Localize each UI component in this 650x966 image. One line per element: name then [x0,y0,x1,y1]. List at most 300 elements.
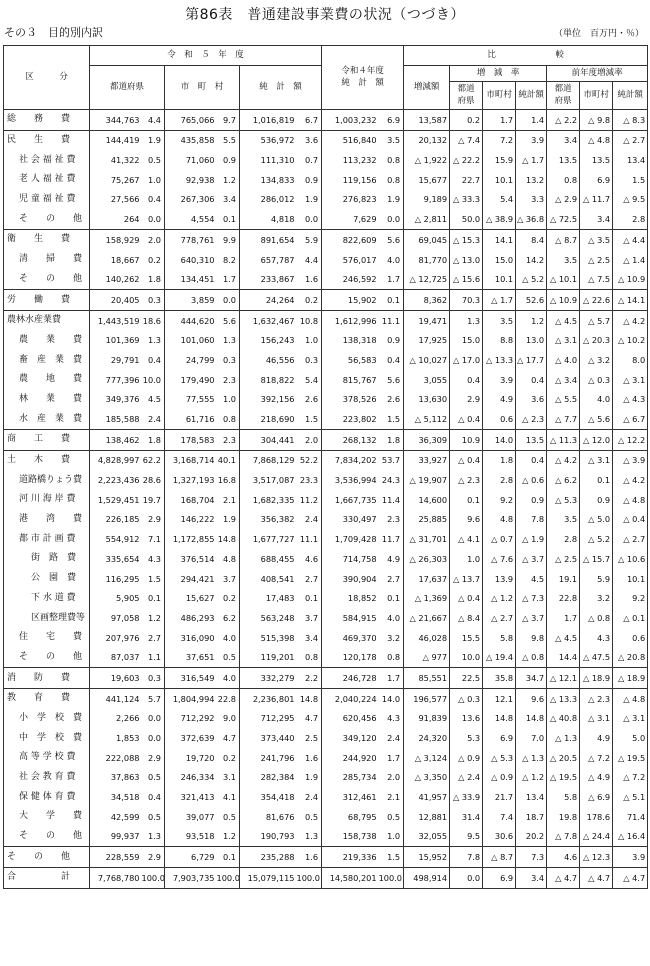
table-cell: 3.4 [305,632,319,643]
table-cell: 3.2 [387,632,401,643]
table-cell: 2.2 [297,668,322,689]
table-cell: 50.0 [450,209,483,229]
table-cell: 444,620 [165,310,217,330]
table-cell: 4.6 [547,847,580,868]
table-cell: 0.1 [305,593,319,604]
table-cell: △ 2.5 [547,549,580,569]
table-cell: 3.9 [516,130,547,150]
table-cell: 17,483 [240,589,297,609]
table-cell: 2,236,801 [240,688,297,708]
table-cell: 6,729 [165,847,217,868]
table-cell: 17,637 [404,569,450,589]
header-sub-net-prev: 純計額 [613,82,648,110]
row-label: 労 働 費 [4,290,90,311]
table-row [4,470,648,490]
table-cell: 75,267 [90,170,142,190]
table-cell: 0.0 [217,290,240,311]
table-cell: 134,451 [165,270,217,290]
table-cell: 1.9 [222,514,236,525]
table-cell: 0.4 [387,354,401,365]
table-cell: 1,682,335 [240,490,297,510]
table-cell: 46,556 [240,350,297,370]
table-cell: 12,881 [404,807,450,827]
table-row [4,250,648,270]
row-label: 教 育 費 [4,688,90,708]
table-cell: 13,630 [404,390,450,410]
table-cell: 3,168,714 [165,450,217,470]
table-cell: 1.2 [222,831,236,842]
table-cell: △ 4.8 [613,490,648,510]
table-cell: 19,471 [404,310,450,330]
table-cell: 2.1 [222,494,236,505]
table-cell: 4.0 [222,632,236,643]
table-cell: 1.3 [147,831,161,842]
table-cell: 2.1 [387,792,401,803]
table-cell: 3.6 [516,390,547,410]
table-cell: 29,791 [90,350,142,370]
table-cell: 56,583 [322,350,379,370]
table-cell: 36,309 [404,430,450,451]
header-zogen-gaku: 増減額 [404,66,450,110]
table-cell: 1.0 [147,174,161,185]
table-cell: 563,248 [240,608,297,628]
table-cell: 144,419 [90,130,142,150]
table-cell: 4.0 [217,668,240,689]
table-cell: △ 0.4 [450,409,483,429]
table-cell: 2.9 [147,752,161,763]
table-cell: 1.3 [305,831,319,842]
table-cell: △ 3,350 [404,768,450,788]
table-cell: 0.4 [147,792,161,803]
table-cell: △ 0.4 [613,510,648,530]
table-cell: 100.0 [379,868,404,889]
table-cell: 0.8 [305,652,319,663]
table-cell: 1.1 [147,652,161,663]
table-cell: △ 20.3 [580,331,613,351]
table-cell: 219,336 [322,847,379,868]
table-cell: △ 2.7 [483,608,516,628]
table-cell: 1.5 [613,170,648,190]
table-cell: 18,667 [90,250,142,270]
table-cell: △ 14.1 [613,290,648,311]
table-cell: 3,536,994 [322,470,379,490]
table-cell: 4.7 [305,713,319,724]
table-cell: △ 1,922 [404,150,450,170]
table-cell: △ 9.8 [580,110,613,131]
table-cell: 1.6 [305,274,319,285]
table-cell: 9.6 [516,688,547,708]
header-sub-net: 純計額 [516,82,547,110]
table-cell: 2.6 [305,394,319,405]
row-label: 道路橋りょう費 [4,470,90,490]
header-pref: 都道府県 [90,66,165,110]
table-cell: 1.9 [305,194,319,205]
table-cell: 241,796 [240,748,297,768]
table-cell: △ 0.9 [483,768,516,788]
table-cell: 100.0 [297,868,322,889]
table-cell: 207,976 [90,628,142,648]
row-label: 港 湾 費 [4,510,90,530]
table-cell: 2.3 [387,514,401,525]
table-cell: 7.1 [147,534,161,545]
table-cell: 18.7 [516,807,547,827]
table-cell: 5.7 [142,688,165,708]
table-cell: △ 12.0 [580,430,613,451]
table-cell: 435,858 [165,130,217,150]
row-label: 街 路 費 [4,549,90,569]
table-cell: 100.0 [217,868,240,889]
table-cell: 5.8 [547,787,580,807]
table-row [4,628,648,648]
table-cell: △ 10.9 [547,290,580,311]
row-label: 保 健 体 育 費 [4,787,90,807]
table-cell: 14.8 [297,688,322,708]
table-cell: 14.0 [379,688,404,708]
table-cell: 0.3 [142,668,165,689]
table-cell: 0.2 [147,254,161,265]
table-cell: 1.2 [516,310,547,330]
table-cell: △ 12.1 [547,668,580,689]
table-cell: 3.4 [547,130,580,150]
table-cell: 0.9 [516,490,547,510]
table-cell: 23.3 [299,475,319,486]
table-cell: 0.1 [379,290,404,311]
table-row [4,608,648,628]
table-cell: 97,058 [90,608,142,628]
table-cell: △ 19.5 [613,748,648,768]
table-cell: 1,016,819 [240,110,297,131]
table-subtitle: その３ 目的別内訳 [4,26,103,39]
table-cell: 0.5 [147,811,161,822]
table-cell: 0.2 [222,593,236,604]
table-row [4,110,648,131]
table-cell: 4.9 [580,728,613,748]
table-cell: 15.0 [450,331,483,351]
table-cell: 1.5 [379,847,404,868]
table-cell: △ 1,369 [404,589,450,609]
table-cell: 1.8 [142,430,165,451]
table-cell: △ 1.2 [483,589,516,609]
table-cell: △ 1.7 [483,290,516,311]
table-cell: 233,867 [240,270,297,290]
table-cell: 179,490 [165,370,217,390]
table-cell: 8.0 [613,350,648,370]
table-cell: 20.2 [516,827,547,847]
table-cell: 4.0 [387,612,401,623]
table-cell: △ 6.9 [580,787,613,807]
table-cell: △ 11.3 [547,430,580,451]
table-cell: 158,738 [322,827,379,847]
table-cell: 5.9 [297,230,322,250]
table-cell: 344,763 [90,110,142,131]
table-cell: 10.9 [450,430,483,451]
table-cell: △ 3.7 [516,608,547,628]
table-cell: 146,222 [165,510,217,530]
table-cell: △ 2.3 [516,409,547,429]
table-cell: 3.2 [580,589,613,609]
row-label: 水 産 業 費 [4,409,90,429]
table-cell: △ 977 [404,648,450,668]
table-cell: △ 3.1 [613,709,648,729]
table-cell: 712,292 [165,709,217,729]
table-cell: △ 20.5 [547,748,580,768]
table-cell: 0.0 [450,868,483,889]
table-cell: 4.9 [387,553,401,564]
table-cell: 0.0 [147,733,161,744]
table-cell: △ 5.6 [580,409,613,429]
table-cell: △ 7.2 [580,748,613,768]
table-row [4,190,648,210]
row-label: 区画整理費等 [4,608,90,628]
table-cell: 14.2 [516,250,547,270]
table-cell: 3.9 [483,370,516,390]
table-cell: 3.1 [222,772,236,783]
table-cell: 6.9 [483,868,516,889]
row-label: 高 等 学 校 費 [4,748,90,768]
table-cell: 688,455 [240,549,297,569]
table-cell: △ 7.7 [547,409,580,429]
table-cell: △ 7.5 [580,270,613,290]
table-cell: △ 3.1 [547,331,580,351]
table-cell: 330,497 [322,510,379,530]
table-cell: 0.3 [142,290,165,311]
table-cell: 62.2 [142,450,165,470]
header-kubun: 区 分 [4,46,90,110]
table-cell: 9.2 [483,490,516,510]
table-cell: 0.7 [305,155,319,166]
table-cell: 1,804,994 [165,688,217,708]
table-cell: 15,079,115 [240,868,297,889]
table-cell: 20,132 [404,130,450,150]
table-cell: 7.2 [483,130,516,150]
table-cell: 70.3 [450,290,483,311]
table-cell: △ 5.7 [580,310,613,330]
table-cell: △ 1.3 [516,748,547,768]
row-label: そ の 他 [4,648,90,668]
table-cell: 11.1 [379,310,404,330]
table-cell: 111,310 [240,150,297,170]
table-cell: 9.5 [450,827,483,847]
table-cell: 24,320 [404,728,450,748]
table-cell: 20,405 [90,290,142,311]
table-cell: 2.8 [483,470,516,490]
table-cell: 1.8 [379,430,404,451]
table-cell: 93,518 [165,827,217,847]
table-cell: △ 4.9 [580,768,613,788]
row-label: そ の 他 [4,827,90,847]
table-cell: 7.3 [516,847,547,868]
table-cell: 41,322 [90,150,142,170]
table-cell: △ 4.7 [547,868,580,889]
table-cell: △ 8.7 [547,230,580,250]
table-cell: 22.7 [450,170,483,190]
table-cell: 1.2 [222,174,236,185]
table-cell: 0.1 [147,593,161,604]
table-cell: 2.9 [142,847,165,868]
table-cell: 286,012 [240,190,297,210]
table-cell: 5.6 [379,230,404,250]
table-cell: 15,952 [404,847,450,868]
table-cell: 14.4 [547,648,580,668]
table-cell: 4,828,997 [90,450,142,470]
table-cell: △ 10,027 [404,350,450,370]
table-row [4,668,648,689]
table-cell: 8.8 [483,331,516,351]
table-cell: △ 8.3 [613,110,648,131]
table-cell: △ 22.2 [450,150,483,170]
table-cell: 15,902 [322,290,379,311]
table-cell: 92,938 [165,170,217,190]
table-cell: 304,441 [240,430,297,451]
table-cell: 7,834,202 [322,450,379,470]
table-cell: △ 4.7 [613,868,648,889]
row-label: 児 童 福 祉 費 [4,190,90,210]
table-cell: 6.9 [580,170,613,190]
table-row [4,409,648,429]
table-cell: 9.0 [222,713,236,724]
table-cell: 11.4 [381,494,401,505]
table-cell: △ 3.1 [613,370,648,390]
table-cell: 515,398 [240,628,297,648]
table-cell: 3.5 [547,510,580,530]
table-cell: △ 5.3 [547,490,580,510]
table-cell: 9.2 [613,589,648,609]
table-cell: 218,690 [240,409,297,429]
table-cell: 0.4 [516,370,547,390]
table-cell: 30.6 [483,827,516,847]
table-cell: 9.6 [450,510,483,530]
table-row [4,787,648,807]
table-row [4,390,648,410]
table-cell: 1.7 [483,110,516,131]
table-cell: 0.9 [222,155,236,166]
table-cell: 85,551 [404,668,450,689]
table-cell: 32,055 [404,827,450,847]
table-cell: 15.5 [450,628,483,648]
table-cell: △ 0.8 [516,648,547,668]
table-cell: 276,823 [322,190,379,210]
table-cell: 349,120 [322,728,379,748]
row-label: 都 市 計 画 費 [4,529,90,549]
table-cell: 4.8 [222,553,236,564]
table-cell: 4.6 [305,553,319,564]
table-cell: 316,090 [165,628,217,648]
table-cell: 584,915 [322,608,379,628]
row-label: 社 会 福 祉 費 [4,150,90,170]
table-cell: 2.9 [147,514,161,525]
table-cell: 3,859 [165,290,217,311]
row-label: 農 業 費 [4,331,90,351]
table-cell: 4.7 [222,733,236,744]
table-cell: 5.5 [217,130,240,150]
table-cell: 657,787 [240,250,297,270]
table-row [4,170,648,190]
table-cell: △ 0.4 [450,450,483,470]
header-zen-ritsu: 前年度増減率 [547,66,648,82]
table-cell: △ 4.8 [580,130,613,150]
header-r4: 令和４年度 純 計 額 [322,46,404,110]
table-cell: 1.0 [450,549,483,569]
table-cell: 14.8 [483,709,516,729]
table-cell: 316,549 [165,668,217,689]
table-row [4,688,648,708]
table-cell: △ 10.9 [613,270,648,290]
table-cell: 891,654 [240,230,297,250]
table-cell: 9,189 [404,190,450,210]
table-cell: 246,334 [165,768,217,788]
table-cell: △ 10.1 [547,270,580,290]
table-cell: 441,124 [90,688,142,708]
table-cell: 0.5 [147,772,161,783]
table-cell: 2,223,436 [90,470,142,490]
table-cell: 1.2 [147,612,161,623]
table-cell: 37,863 [90,768,142,788]
table-cell: △ 3.9 [613,450,648,470]
table-cell: 14.8 [217,534,236,545]
table-cell: 1.3 [147,335,161,346]
table-cell: 4.3 [147,553,161,564]
table-cell: 10.8 [297,310,322,330]
table-cell: 354,418 [240,787,297,807]
table-cell: 3,055 [404,370,450,390]
row-label: 小 学 校 費 [4,709,90,729]
table-cell: 10.1 [483,170,516,190]
table-cell: 1,003,232 [322,110,379,131]
table-cell: 7.8 [450,847,483,868]
table-row [4,370,648,390]
table-cell: △ 9.5 [613,190,648,210]
table-cell: 14.1 [483,230,516,250]
table-cell: 4.9 [483,390,516,410]
table-cell: △ 4.7 [580,868,613,889]
row-label: 畜 産 業 費 [4,350,90,370]
table-cell: 0.8 [387,652,401,663]
table-cell: 19.1 [547,569,580,589]
table-cell: 0.0 [387,214,401,225]
table-row [4,827,648,847]
table-cell: 37,651 [165,648,217,668]
table-cell: △ 5.2 [516,270,547,290]
table-cell: 1.5 [147,573,161,584]
table-cell: 7,768,780 [90,868,142,889]
table-cell: 8.4 [516,230,547,250]
table-cell: 13,587 [404,110,450,131]
header-sub-muni-prev: 市町村 [580,82,613,110]
table-cell: 4.0 [387,254,401,265]
table-cell: △ 8.7 [483,847,516,868]
table-cell: 1.3 [450,310,483,330]
table-cell: △ 4.1 [450,529,483,549]
table-cell: 4,818 [240,209,297,229]
table-cell: 1.9 [305,772,319,783]
table-cell: 31.4 [450,807,483,827]
table-cell: 16.8 [217,475,236,486]
table-cell: 1.7 [379,668,404,689]
table-cell: 71.4 [613,807,648,827]
table-cell: △ 36.8 [516,209,547,229]
table-cell: 335,654 [90,549,142,569]
table-cell: △ 2.5 [580,250,613,270]
table-cell: 81,770 [404,250,450,270]
table-cell: △ 0.9 [450,748,483,768]
table-cell: 2.5 [305,733,319,744]
row-label: 社 会 教 育 費 [4,768,90,788]
table-cell: △ 13.3 [483,350,516,370]
table-cell: △ 19.5 [547,768,580,788]
table-cell: △ 12,725 [404,270,450,290]
row-label: 住 宅 費 [4,628,90,648]
table-cell: △ 4.2 [547,450,580,470]
